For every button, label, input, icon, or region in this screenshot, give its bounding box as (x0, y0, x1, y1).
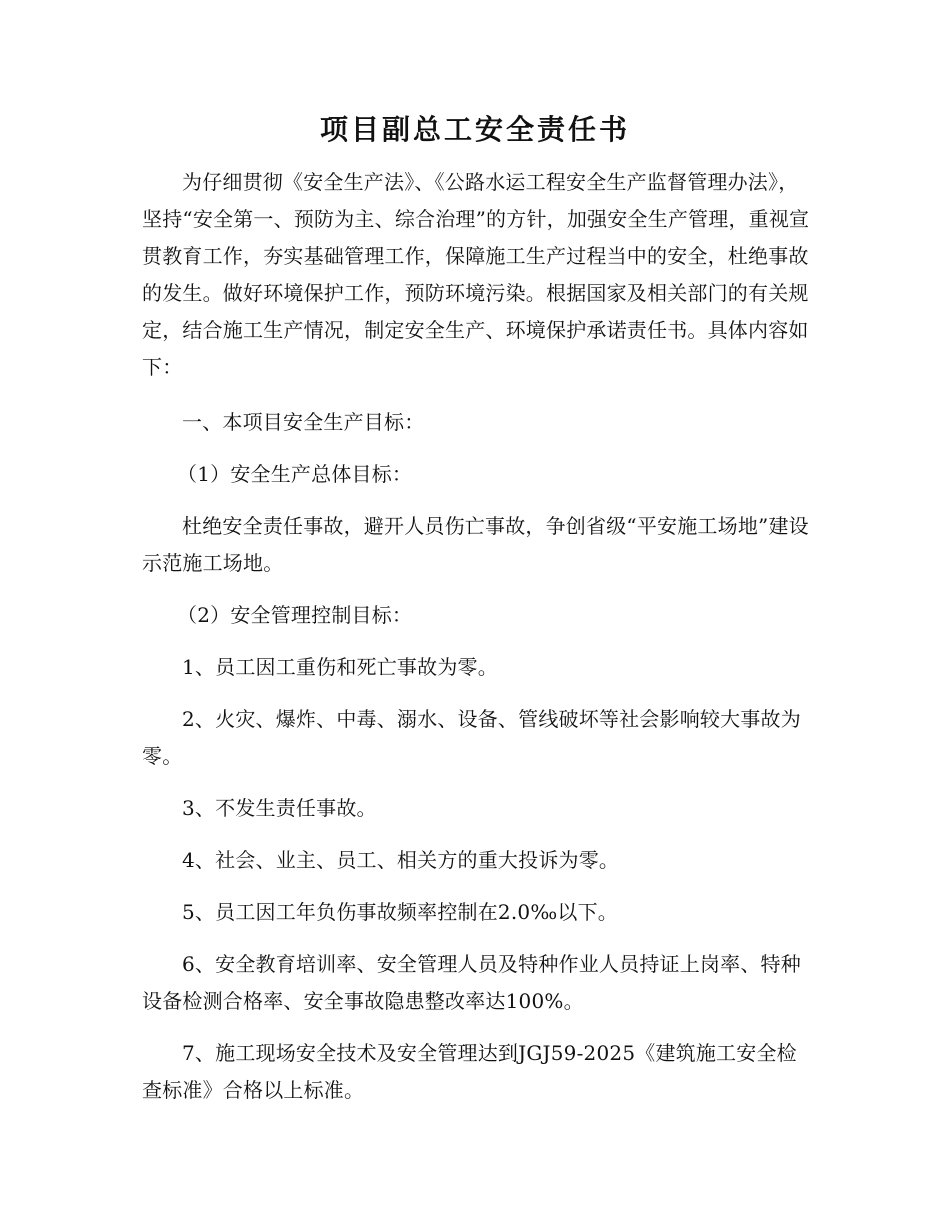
goal-item-6: 6、安全教育培训率、安全管理人员及特种作业人员持证上岗率、特种设备检测合格率、安全事故隐患整改率达100%。 (142, 952, 801, 1013)
goal-item-7: 7、施工现场安全技术及安全管理达到JGJ59-2025《建筑施工安全检查标准》合格以上标准。 (142, 1041, 797, 1102)
goal-item-3: 3、不发生责任事故。 (182, 796, 377, 820)
goal-item-2: 2、火灾、爆炸、中毒、溺水、设备、管线破坏等社会影响较大事故为零。 (142, 707, 801, 768)
goal-item-1: 1、员工因工重伤和死亡事故为零。 (182, 655, 498, 679)
subheading-control-goals: （2）安全管理控制目标： (177, 603, 413, 627)
subheading-overall-goal: （1）安全生产总体目标： (177, 462, 413, 486)
document-body (142, 164, 810, 1124)
intro-paragraph: 为仔细贯彻《安全生产法》、《公路水运工程安全生产监督管理办法》，坚持“安全第一、预防为主、综合治理”的方针，加强安全生产管理，重视宣贯教育工作，夯实基础管理工作，保障施工生产过程当中的安全，杜绝事故的发生。做好环境保护工作，预防环境污染。根据国家及相关部门的有关规定，结合施工生产情况，制定安全生产、环境保护承诺责任书。具体内容如下： (142, 170, 810, 379)
goal-item-5: 5、员工因工年负伤事故频率控制在2.0‰以下。 (182, 900, 618, 924)
document-title: 项目副总工安全责任书 (319, 113, 630, 146)
overall-goal-paragraph: 杜绝安全责任事故，避开人员伤亡事故，争创省级“平安施工场地”建设示范施工场地。 (142, 514, 809, 575)
section-heading-safety-goals: 一、本项目安全生产目标： (182, 410, 425, 434)
goal-item-4: 4、社会、业主、员工、相关方的重大投诉为零。 (182, 848, 620, 872)
